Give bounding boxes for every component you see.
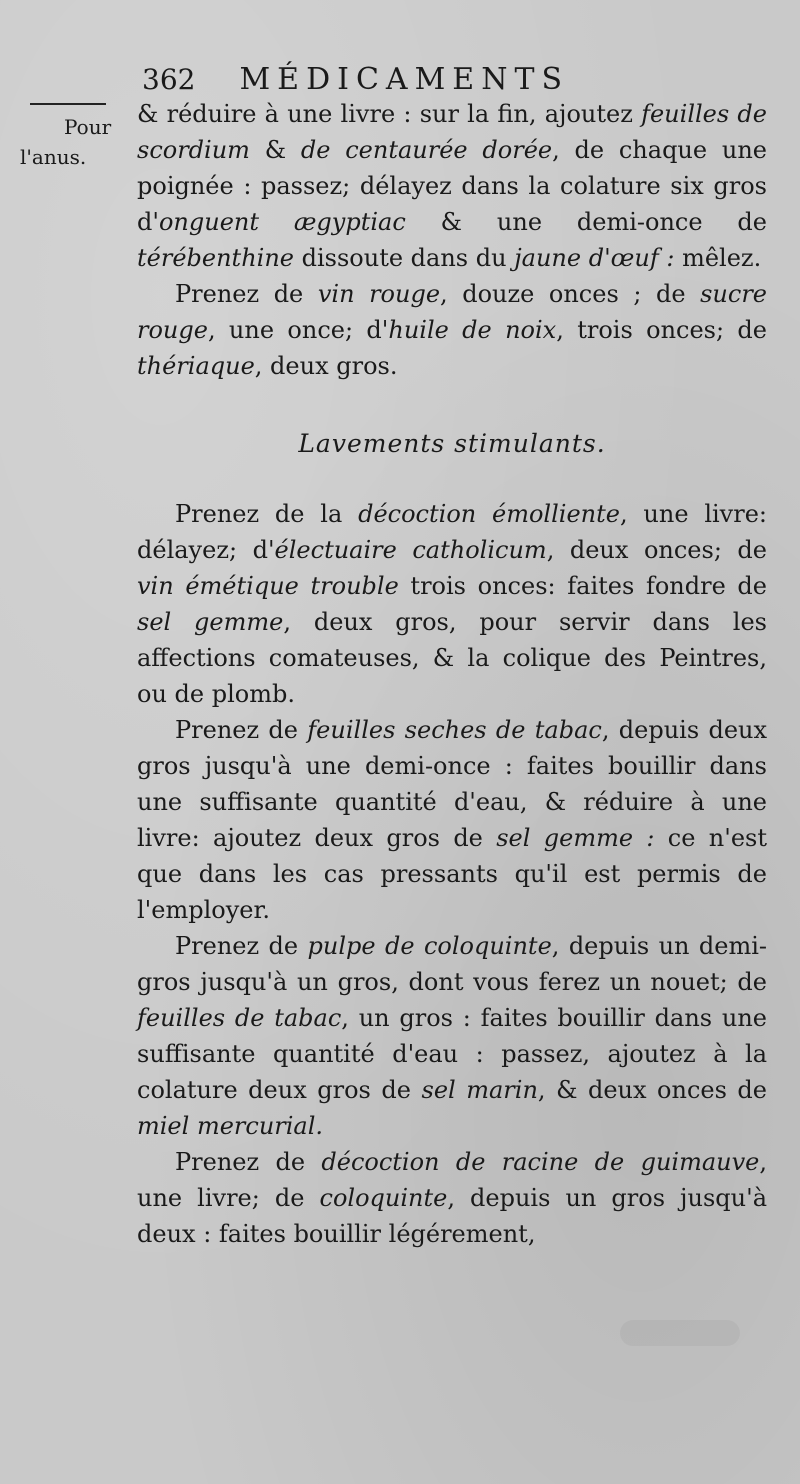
text-run: , une livre: délayez; d' — [137, 500, 767, 564]
text-run: , depuis un gros jusqu'à deux : faites bouillir légérement, — [137, 1184, 768, 1248]
page-number: 362 — [142, 63, 196, 96]
italic-term: onguent ægyptiac — [158, 208, 406, 236]
text-run: , deux gros. — [254, 352, 398, 380]
margin-rule — [30, 103, 106, 105]
margin-note — [20, 112, 132, 172]
text-run: , deux gros, pour servir dans les affections comateuses, & la colique des Peintres, ou de plomb. — [137, 608, 767, 708]
paragraph — [137, 1144, 767, 1252]
text-run: mêlez. — [674, 244, 762, 272]
text-run: & une demi-once de — [405, 208, 767, 236]
italic-term: sel gemme — [137, 608, 284, 636]
text-run: ce n'est que dans les cas pressants qu'il est permis de l'employer. — [137, 824, 767, 924]
text-run: trois onces: faites fondre de — [398, 572, 767, 600]
paper-smudge — [620, 1320, 740, 1346]
italic-term: décoction de racine de guimauve — [321, 1148, 760, 1176]
text-run: , deux onces; de — [546, 536, 767, 564]
italic-term: électuaire catholicum — [274, 536, 547, 564]
italic-term: pulpe de coloquinte — [307, 932, 552, 960]
italic-term: huile de noix — [388, 316, 557, 344]
italic-term: thériaque — [137, 352, 255, 380]
italic-term: sel marin — [421, 1076, 538, 1104]
paragraph — [137, 96, 767, 276]
text-run: , depuis un demi-gros jusqu'à un gros, dont vous ferez un nouet; de — [137, 932, 768, 996]
text-run: Prenez de — [175, 280, 318, 308]
italic-term: de centaurée dorée — [300, 136, 553, 164]
italic-term: sel gemme : — [496, 824, 655, 852]
paragraph — [137, 276, 767, 384]
italic-term: vin émétique trouble — [137, 572, 399, 600]
italic-term: feuilles de scordium — [137, 100, 767, 164]
paragraph — [137, 712, 767, 928]
text-run: Prenez de — [175, 1148, 322, 1176]
text-run: , un gros : faites bouillir dans une suffisante quantité d'eau : passez, ajoutez à la colature deux gros de — [137, 1004, 767, 1104]
running-title: MÉDICAMENTS — [239, 62, 570, 97]
margin-note-line-2: l'anus. — [20, 145, 87, 169]
body-text — [137, 96, 767, 1252]
paragraph — [137, 928, 767, 1144]
text-run: Prenez de — [175, 932, 308, 960]
italic-term: térébenthine — [137, 244, 294, 272]
italic-term: décoction émolliente — [358, 500, 620, 528]
italic-term: jaune d'œuf : — [514, 244, 675, 272]
margin-note-line-1: Pour — [64, 115, 112, 139]
italic-term: vin rouge — [317, 280, 441, 308]
text-run: Prenez de — [175, 716, 308, 744]
italic-term: feuilles seches de tabac — [307, 716, 602, 744]
text-run: , de chaque une poignée : passez; délayez dans la colature six gros d' — [137, 136, 767, 236]
text-run: , une livre; de — [137, 1148, 767, 1212]
text-run: , une once; d' — [207, 316, 389, 344]
text-run: , douze onces ; de — [440, 280, 701, 308]
text-run: , trois onces; de — [556, 316, 767, 344]
italic-term: miel mercurial. — [137, 1112, 324, 1140]
text-run: dissoute dans du — [293, 244, 515, 272]
italic-term: feuilles de tabac — [137, 1004, 342, 1032]
text-run: & réduire à une livre : sur la fin, ajoutez — [137, 100, 642, 128]
text-run: , depuis deux gros jusqu'à une demi-once : faites bouillir dans une suffisante quantité d'eau, & réduire à une livre: ajoutez deux gros de — [137, 716, 768, 852]
section-heading: Lavements stimulants. — [298, 429, 606, 458]
italic-term: coloquinte — [319, 1184, 448, 1212]
text-run: Prenez de la — [175, 500, 359, 528]
italic-term: sucre rouge — [137, 280, 767, 344]
text-run: & — [249, 136, 301, 164]
paragraph — [137, 496, 767, 712]
text-run: , & deux onces de — [537, 1076, 768, 1104]
